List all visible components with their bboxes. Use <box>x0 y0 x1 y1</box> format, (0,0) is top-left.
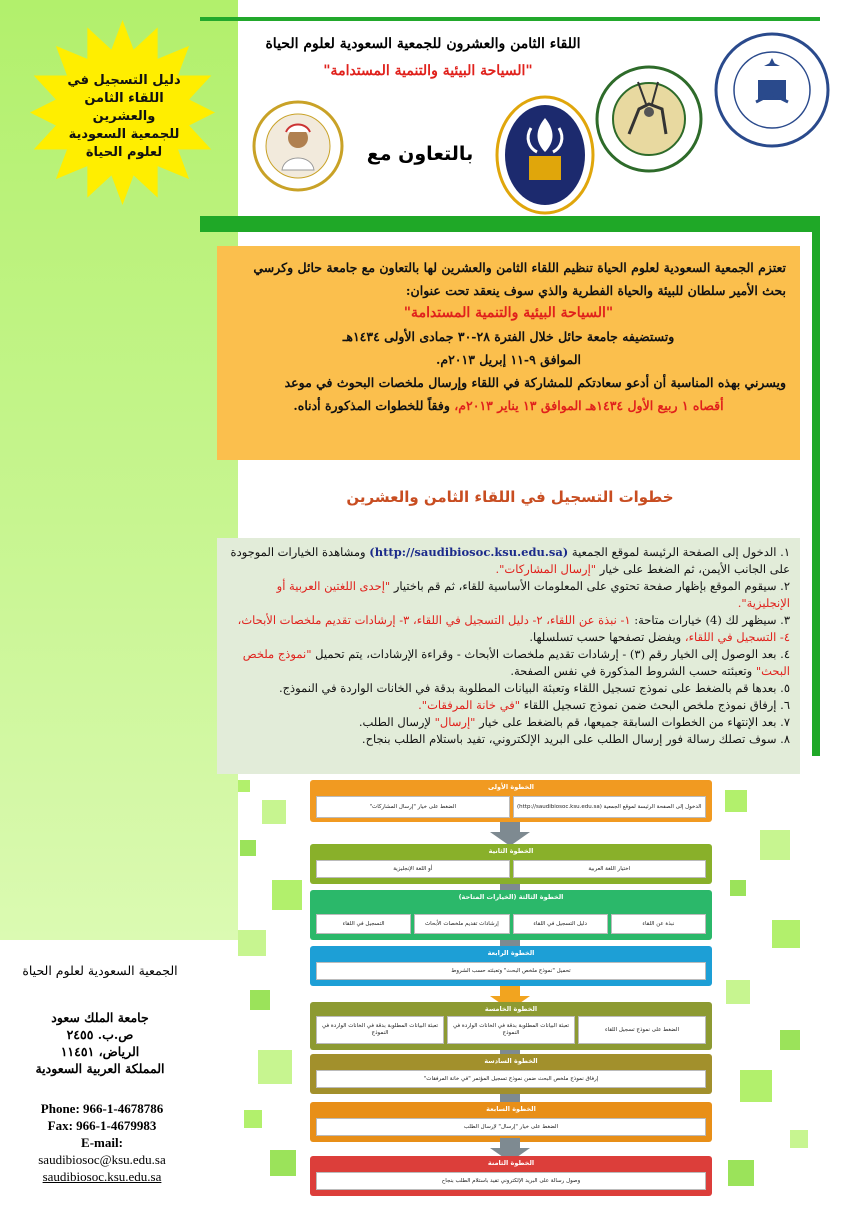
frame-right-bar <box>812 216 820 756</box>
flow-stage-8-title: الخطوة الثامنة <box>487 1159 535 1167</box>
decor-square <box>730 880 746 896</box>
step-3 <box>227 612 790 646</box>
king-saud-university-logo <box>712 30 832 150</box>
invitation-box <box>217 246 800 460</box>
decor-square <box>728 1160 754 1186</box>
flow-cell: تحميل "نموذج ملخص البحث" وتعبئته حسب الشروط <box>316 962 706 980</box>
flow-cell: التسجيل في اللقاء <box>316 914 411 934</box>
decor-square <box>772 920 800 948</box>
decor-square <box>238 780 250 792</box>
step-4-note: وتعبئته حسب الشروط المذكورة في نفس الصفحة. <box>510 664 753 678</box>
step-2 <box>227 578 790 612</box>
prince-sultan-research-chair-logo <box>252 100 344 192</box>
step-2-text: ٢. سيقوم الموقع بإظهار صفحة تحتوي على المعلومات الأساسية للقاء، ثم قم باختيار <box>393 579 790 593</box>
flow-stage-2-title: الخطوة الثانية <box>488 847 534 855</box>
flow-stage-1 <box>310 780 712 822</box>
frame-top-bar <box>200 216 820 232</box>
flow-stage-7 <box>310 1102 712 1142</box>
intro-closing: وفقاً للخطوات المذكورة أدناه. <box>293 398 450 413</box>
burst-line-5: لعلوم الحياة <box>85 145 163 160</box>
flow-cell: اختيار اللغة العربية <box>513 860 707 878</box>
university-of-hail-logo <box>495 94 595 216</box>
step-6-option: "في خانة المرفقات". <box>418 698 521 712</box>
burst-line-3: والعشرين <box>92 109 156 124</box>
step-1 <box>227 544 790 578</box>
flow-stage-7-title: الخطوة السابعة <box>486 1105 536 1113</box>
decor-square <box>270 1150 296 1176</box>
flow-cell: الضغط على خيار "إرسال المشاركات" <box>316 796 510 818</box>
contact-fax: Fax: 966-1-4679983 <box>47 1118 157 1133</box>
collaboration-label: بالتعاون مع <box>366 143 474 165</box>
burst-text <box>50 72 198 162</box>
contact-pobox: ص.ب. ٢٤٥٥ <box>66 1027 134 1042</box>
intro-dates-gregorian: الموافق ٩-١١ إبريل ٢٠١٣م. <box>435 352 581 367</box>
flow-cell: تعبئة البيانات المطلوبة بدقة في الخانات الواردة في النموذج <box>447 1016 575 1044</box>
burst-line-1: دليل التسجيل في <box>67 73 181 88</box>
step-7-note: لإرسال الطلب. <box>358 715 431 729</box>
flow-stage-4 <box>310 946 712 986</box>
flow-cell: الضغط على خيار "إرسال" لإرسال الطلب <box>316 1118 706 1136</box>
flow-stage-3-title: الخطوة الثالثة (الخيارات المتاحة) <box>458 893 564 901</box>
intro-invitation: ويسرني بهذه المناسبة أن أدعو سعادتكم للمشاركة في اللقاء وإرسال ملخصات البحوث في موعد <box>284 375 786 390</box>
step-4-form: "نموذج ملخص البحث" <box>242 647 790 678</box>
step-4-text: ٤. بعد الوصول إلى الخيار رقم (٣) - إرشادات تقديم ملخصات الأبحاث - وقراءة الإرشادات، يتم تحميل <box>315 647 790 661</box>
step-7-option: "إرسال" <box>434 715 476 729</box>
burst-line-4: للجمعية السعودية <box>68 127 180 142</box>
saudi-biological-society-logo <box>594 64 704 174</box>
header-rule <box>200 17 820 21</box>
intro-theme: "السياحة البيئية والتنمية المستدامة" <box>403 305 614 321</box>
flow-cell: إرشادات تقديم ملخصات الأبحاث <box>414 914 509 934</box>
decor-square <box>262 800 286 824</box>
society-website-link[interactable]: (http://saudibiosoc.ksu.edu.sa) <box>369 545 569 559</box>
decor-square <box>250 990 270 1010</box>
step-1-text-b: ومشاهدة الخيارات الموجودة على الجانب الأيمن، ثم الضغط على خيار <box>230 545 790 576</box>
decor-square <box>740 1070 772 1102</box>
flow-cell: نبذة عن اللقاء <box>611 914 706 934</box>
flow-cell: دليل التسجيل في اللقاء <box>513 914 608 934</box>
decor-square <box>790 1130 808 1148</box>
flow-arrow-down <box>490 822 530 846</box>
contact-email-label: E-mail: <box>81 1135 123 1150</box>
registration-flowchart <box>310 780 712 1200</box>
step-6-text: ٦. إرفاق نموذج ملخص البحث ضمن نموذج تسجيل اللقاء <box>523 698 790 712</box>
steps-heading: خطوات التسجيل في اللقاء الثامن والعشرين <box>346 488 674 506</box>
intro-deadline: أقصاه ١ ربيع الأول ١٤٣٤هـ الموافق ١٣ يناير ٢٠١٣م، <box>454 398 724 413</box>
step-1-option: "إرسال المشاركات". <box>495 562 597 576</box>
step-1-text: ١. الدخول إلى الصفحة الرئيسة لموقع الجمعية <box>571 545 790 559</box>
decor-square <box>726 980 750 1004</box>
flow-stage-5-title: الخطوة الخامسة <box>484 1005 538 1013</box>
decor-square <box>272 880 302 910</box>
flow-stage-2 <box>310 844 712 884</box>
decor-square <box>238 930 266 956</box>
flow-stage-5 <box>310 1002 712 1050</box>
registration-steps <box>217 538 800 774</box>
step-2-option: "إحدى اللغتين العربية أو الإنجليزية". <box>276 579 790 610</box>
contact-city: الرياض، ١١٤٥١ <box>60 1044 140 1059</box>
contact-email-link[interactable]: saudibiosoc@ksu.edu.sa <box>38 1152 166 1167</box>
flow-stage-6-title: الخطوة السادسة <box>484 1057 538 1065</box>
decor-square <box>760 830 790 860</box>
step-3-text: ٣. سيظهر لك (4) خيارات متاحة: <box>634 613 790 627</box>
decor-square <box>244 1110 262 1128</box>
contact-org: الجمعية السعودية لعلوم الحياة <box>22 963 178 978</box>
intro-dates-hijri: وتستضيفه جامعة حائل خلال الفترة ٢٨-٣٠ جمادى الأولى ١٤٣٤هـ <box>342 329 675 344</box>
flow-cell: الضغط على نموذج تسجيل اللقاء <box>578 1016 706 1044</box>
page-title: اللقاء الثامن والعشرون للجمعية السعودية لعلوم الحياة <box>265 36 581 52</box>
step-8: ٨. سوف تصلك رسالة فور إرسال الطلب على البريد الإلكتروني، تفيد باستلام الطلب بنجاح. <box>361 732 790 746</box>
flow-stage-6 <box>310 1054 712 1094</box>
contact-english <box>12 1100 192 1185</box>
flow-stage-3 <box>310 890 712 940</box>
flow-cell: إرفاق نموذج ملخص البحث ضمن نموذج تسجيل المؤتمر "في خانة المرفقات" <box>316 1070 706 1088</box>
decor-square <box>725 790 747 812</box>
step-4 <box>227 646 790 680</box>
step-7 <box>227 714 790 731</box>
step-6 <box>227 697 790 714</box>
page-subtitle: "السياحة البيئية والتنمية المستدامة" <box>323 63 533 79</box>
decor-square <box>258 1050 292 1084</box>
flow-cell: تعبئة البيانات المطلوبة بدقة في الخانات الواردة في النموذج <box>316 1016 444 1044</box>
contact-university: جامعة الملك سعود <box>51 1010 149 1025</box>
step-5: ٥. بعدها قم بالضغط على نموذج تسجيل اللقاء وتعبئة البيانات المطلوبة بدقة في الخانات الواردة في النموذج. <box>278 681 790 695</box>
flow-cell: وصول رسالة على البريد الإلكتروني تفيد باستلام الطلب بنجاح <box>316 1172 706 1190</box>
flow-stage-4-title: الخطوة الرابعة <box>487 949 535 957</box>
flow-stage-8 <box>310 1156 712 1196</box>
intro-paragraph: تعتزم الجمعية السعودية لعلوم الحياة تنظيم اللقاء الثامن والعشرين لها بالتعاون مع جامعة حائل وكرسي بحث الأمير سلطان للبيئة والحياة الفطرية والذي سوف ينعقد تحت عنوان: <box>253 260 786 298</box>
contact-website-link[interactable]: saudibiosoc.ksu.edu.sa <box>42 1169 162 1184</box>
contact-arabic <box>10 962 190 1077</box>
step-3-options: ١- نبذة عن اللقاء، ٢- دليل التسجيل في اللقاء، ٣- إرشادات تقديم ملخصات الأبحاث، ٤- التسجيل في اللقاء، <box>237 613 790 644</box>
flow-cell: الدخول إلى الصفحة الرئيسة لموقع الجمعية (http://saudibiosoc.ksu.edu.sa) <box>513 796 707 818</box>
step-7-text: ٧. بعد الإنتهاء من الخطوات السابقة جميعها، قم بالضغط على خيار <box>479 715 790 729</box>
step-3-note: ويفضل تصفحها حسب تسلسلها. <box>529 630 682 644</box>
intro-deadline-line <box>231 394 786 417</box>
contact-country: المملكة العربية السعودية <box>35 1061 165 1076</box>
decor-square <box>240 840 256 856</box>
contact-phone: Phone: 966-1-4678786 <box>40 1101 164 1116</box>
flow-cell: أو اللغة الإنجليزية <box>316 860 510 878</box>
decor-square <box>780 1030 800 1050</box>
burst-line-2: اللقاء الثامن <box>84 91 164 106</box>
flow-stage-1-title: الخطوة الأولى <box>488 783 534 791</box>
